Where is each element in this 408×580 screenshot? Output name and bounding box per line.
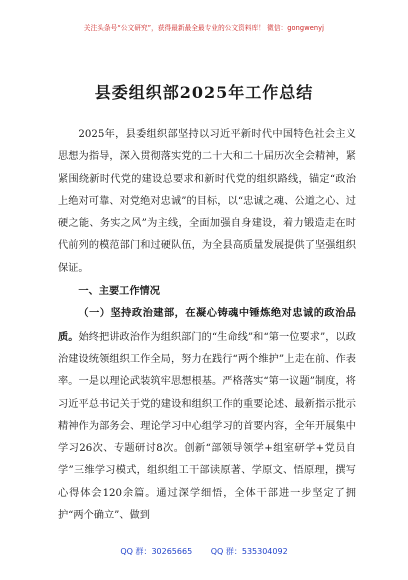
qq-group-a: QQ 群：30265665 [120, 547, 193, 556]
footer [0, 546, 408, 557]
item-text: 始终把讲政治作为组织部门的“生命线”和“第一位要求”，以政治建设统领组织工作全局，努力在践行“两个维护”上走在前、作表率。一是以理论武装筑牢思想根基。严格落实“第一议题”制度，将习近平总书记关于党的建设和组织工作的重要论述、最新指示批示精神作为部务会、理论学习中心组学习的首要内容，全年开展集中学习26次、专题研讨8次。创新“部领导领学+组室研学+党员自学”三维学习模式，组织组工干部读原著、学原文、悟原理，撰写心得体会120余篇。通过深学细悟，全体干部进一步坚定了拥护“两个确立”、做到 [58, 331, 356, 522]
intro-paragraph: 2025年，县委组织部坚持以习近平新时代中国特色社会主义思想为指导，深入贯彻落实党的二十大和二十届历次全会精神，紧紧围绕新时代党的建设总要求和新时代党的组织路线，锚定“政治上绝对可靠、对党绝对忠诚”的目标，以“忠诚之魂、公道之心、过硬之能、务实之风”为主线，全面加强自身建设，着力锻造走在时代前列的模范部门和过硬队伍，为全县高质量发展提供了坚强组织保证。 [58, 129, 356, 274]
document-title: 县委组织部2025年工作总结 [94, 83, 314, 102]
item-heading: （一）坚持政治建部，在凝心铸魂中锤炼绝对忠诚的政治品质。 [58, 307, 356, 343]
item-paragraph [58, 302, 356, 527]
qq-group-b: QQ 群：535304092 [210, 547, 288, 556]
document-body [58, 124, 356, 527]
section-heading: 一、主要工作情况 [78, 285, 160, 298]
header-banner: 关注头条号“公文研究”，获得最新最全最专业的公文资料库！ 微信：gongwenyj [83, 24, 325, 32]
